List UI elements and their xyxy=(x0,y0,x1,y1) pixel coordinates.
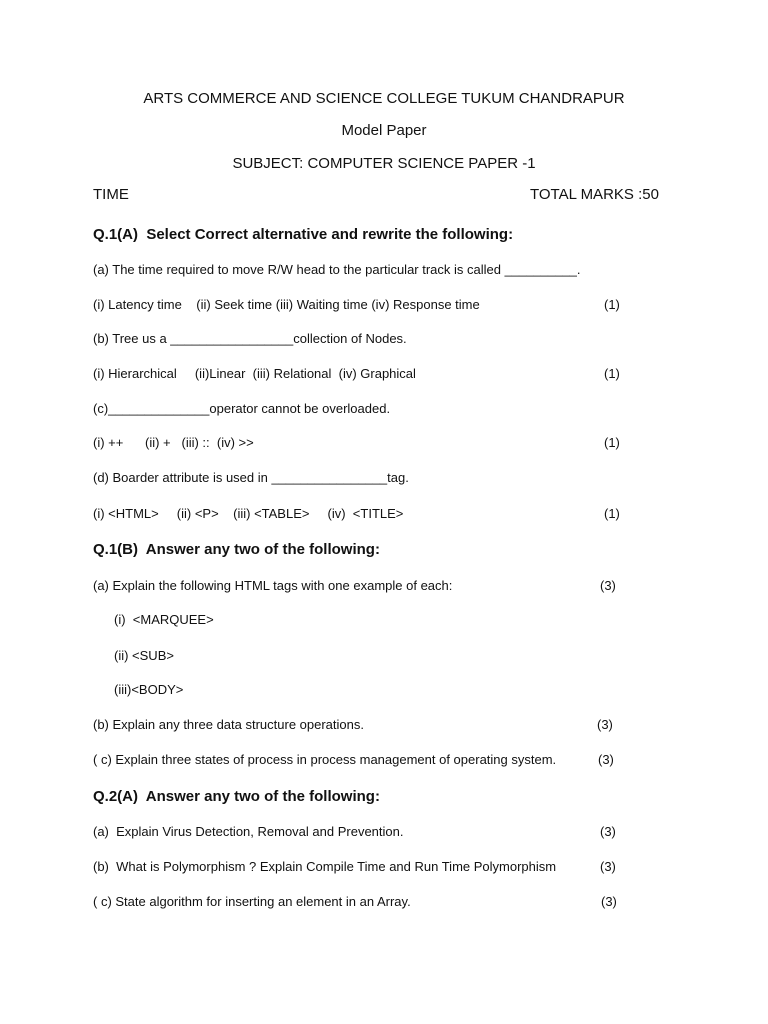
q1b-a-marks: (3) xyxy=(600,578,616,593)
subject-title: SUBJECT: COMPUTER SCIENCE PAPER -1 xyxy=(232,155,536,172)
q1a-c-question: (c)______________operator cannot be overloaded. xyxy=(93,401,391,416)
q2a-heading: Q.2(A) Answer any two of the following: xyxy=(93,788,380,805)
q1b-c-question: ( c) Explain three states of process in process management of operating system. xyxy=(93,752,557,767)
q1b-heading: Q.1(B) Answer any two of the following: xyxy=(93,541,380,558)
q1a-a-options: (i) Latency time (ii) Seek time (iii) Waiting time (iv) Response time xyxy=(93,297,480,312)
q2a-a-question: (a) Explain Virus Detection, Removal and Prevention. xyxy=(93,824,404,839)
q1b-a-question: (a) Explain the following HTML tags with one example of each: xyxy=(93,578,453,593)
time-label: TIME xyxy=(93,186,129,203)
q1b-a-sub-body: (iii)<BODY> xyxy=(114,682,184,697)
q1a-a-marks: (1) xyxy=(604,297,620,312)
q1b-a-sub-marquee: (i) <MARQUEE> xyxy=(114,612,214,627)
q1a-c-options: (i) ++ (ii) + (iii) :: (iv) >> xyxy=(93,435,254,450)
q1b-a-sub-sub: (ii) <SUB> xyxy=(114,648,174,663)
q1a-b-question: (b) Tree us a _________________collection of Nodes. xyxy=(93,331,407,346)
college-name: ARTS COMMERCE AND SCIENCE COLLEGE TUKUM CHANDRAPUR xyxy=(143,90,625,107)
paper-type: Model Paper xyxy=(341,122,427,139)
q1a-b-options: (i) Hierarchical (ii)Linear (iii) Relational (iv) Graphical xyxy=(93,366,416,381)
q2a-a-marks: (3) xyxy=(600,824,616,839)
q1a-b-marks: (1) xyxy=(604,366,620,381)
total-marks: TOTAL MARKS :50 xyxy=(530,186,659,203)
q1a-d-options: (i) <HTML> (ii) <P> (iii) <TABLE> (iv) <TITLE> xyxy=(93,506,404,521)
q2a-b-marks: (3) xyxy=(600,859,616,874)
q2a-c-marks: (3) xyxy=(601,894,617,909)
q2a-b-question: (b) What is Polymorphism ? Explain Compile Time and Run Time Polymorphism xyxy=(93,859,557,874)
q2a-c-question: ( c) State algorithm for inserting an element in an Array. xyxy=(93,894,411,909)
q1a-heading: Q.1(A) Select Correct alternative and rewrite the following: xyxy=(93,226,514,243)
q1b-b-question: (b) Explain any three data structure operations. xyxy=(93,717,364,732)
q1a-d-marks: (1) xyxy=(604,506,620,521)
q1b-b-marks: (3) xyxy=(597,717,613,732)
q1a-c-marks: (1) xyxy=(604,435,620,450)
q1a-a-question: (a) The time required to move R/W head to the particular track is called __________. xyxy=(93,262,581,277)
q1a-d-question: (d) Boarder attribute is used in ________________tag. xyxy=(93,470,409,485)
q1b-c-marks: (3) xyxy=(598,752,614,767)
